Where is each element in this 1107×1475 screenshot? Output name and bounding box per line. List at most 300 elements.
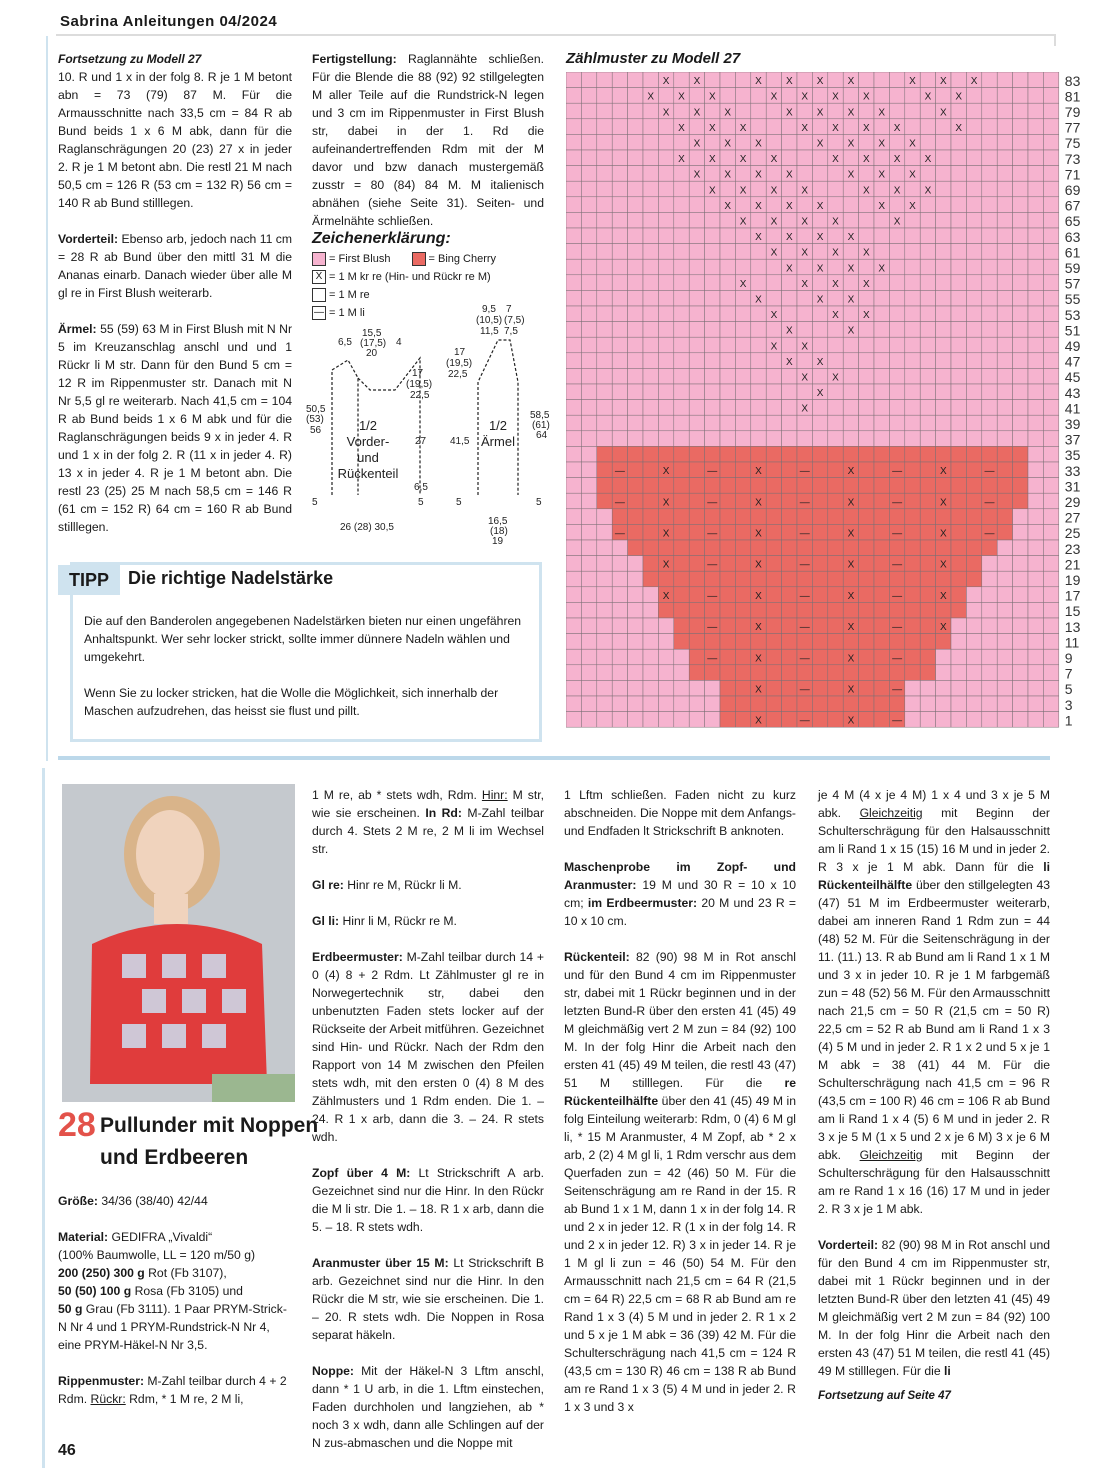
chart-cell <box>612 72 627 88</box>
chart-cell <box>905 322 920 338</box>
dimension: (53) <box>306 414 324 425</box>
chart-symbol: X <box>785 107 793 119</box>
chart-cell <box>997 431 1012 447</box>
chart-cell <box>966 415 981 431</box>
chart-cell <box>566 166 581 182</box>
chart-cell <box>782 696 797 712</box>
chart-cell <box>843 181 858 197</box>
chart-cell <box>1028 634 1043 650</box>
chart-cell <box>674 571 689 587</box>
chart-cell <box>581 244 596 260</box>
chart-cell <box>643 634 658 650</box>
chart-cell <box>581 134 596 150</box>
chart-symbol: X <box>739 278 747 290</box>
chart-cell <box>859 524 874 540</box>
chart-cell <box>782 446 797 462</box>
chart-cell <box>689 680 704 696</box>
chart-symbol: X <box>662 107 670 119</box>
chart-cell <box>843 634 858 650</box>
chart-cell <box>612 244 627 260</box>
chart-cell <box>828 478 843 494</box>
chart-cell <box>1028 212 1043 228</box>
chart-cell <box>581 680 596 696</box>
model-number: 28 <box>58 1106 96 1144</box>
chart-cell <box>920 680 935 696</box>
chart-symbol: X <box>893 154 901 166</box>
chart-cell <box>612 134 627 150</box>
chart-cell <box>1028 228 1043 244</box>
chart-cell <box>905 88 920 104</box>
chart-cell <box>705 665 720 681</box>
chart-cell <box>812 618 827 634</box>
chart-cell <box>628 649 643 665</box>
chart-cell <box>766 587 781 603</box>
chart-cell <box>1043 384 1058 400</box>
chart-cell <box>735 509 750 525</box>
chart-cell <box>936 88 951 104</box>
chart-symbol: X <box>816 107 824 119</box>
chart-cell <box>735 556 750 572</box>
chart-cell <box>674 431 689 447</box>
chart-cell <box>982 634 997 650</box>
dimension: 5 <box>312 497 318 508</box>
chart-cell <box>628 166 643 182</box>
chart-cell <box>597 540 612 556</box>
chart-cell <box>859 197 874 213</box>
chart-cell <box>812 337 827 353</box>
chart-symbol: X <box>816 138 824 150</box>
chart-cell <box>997 228 1012 244</box>
chart-cell <box>628 696 643 712</box>
model-photo <box>62 784 295 1102</box>
chart-symbol: X <box>893 185 901 197</box>
chart-symbol: — <box>984 528 995 540</box>
chart-symbol: X <box>816 356 824 368</box>
chart-cell <box>797 634 812 650</box>
chart-cell <box>720 509 735 525</box>
chart-cell <box>812 322 827 338</box>
chart-symbol: X <box>955 122 963 134</box>
row-label: 41 <box>1064 400 1081 417</box>
row-label: 69 <box>1064 182 1081 198</box>
chart-cell <box>966 259 981 275</box>
chart-cell <box>843 306 858 322</box>
chart-cell <box>597 384 612 400</box>
chart-cell <box>766 680 781 696</box>
chart-cell <box>982 556 997 572</box>
chart-cell <box>628 88 643 104</box>
chart-symbol: — <box>892 653 903 665</box>
chart-cell <box>1043 244 1058 260</box>
chart-cell <box>1028 618 1043 634</box>
chart-cell <box>1028 353 1043 369</box>
chart-cell <box>689 275 704 291</box>
paragraph <box>312 50 544 230</box>
chart-cell <box>797 290 812 306</box>
chart-cell <box>581 275 596 291</box>
chart-cell <box>874 244 889 260</box>
chart-cell <box>720 634 735 650</box>
chart-cell <box>874 712 889 728</box>
section-text: Raglannähte schließen. Für die Blende die 88 (92) 92 stillgelegten M aller Teile auf die Rundstrick-N legen und 3 cm im Rippenmuster in First Blush str, dabei in der 1. Rd die aufeinandertreffenden Rdm mit der M davor und bzw danach mustergemäß zusstr = 80 (84) 84 M. M italienisch abnähen (siehe Seite 31). Seiten- und Ärmelnähte schließen. <box>312 52 544 228</box>
chart-cell <box>920 618 935 634</box>
chart-cell <box>643 212 658 228</box>
chart-cell <box>751 400 766 416</box>
chart-cell <box>782 618 797 634</box>
chart-cell <box>1013 353 1028 369</box>
chart-cell <box>766 384 781 400</box>
chart-cell <box>828 712 843 728</box>
chart-cell <box>1013 212 1028 228</box>
chart-cell <box>581 462 596 478</box>
chart-symbol: — <box>707 497 718 509</box>
chart-cell <box>782 212 797 228</box>
chart-cell <box>1013 88 1028 104</box>
chart-cell <box>766 696 781 712</box>
tip-tag: TIPP <box>58 565 120 595</box>
row-label: 25 <box>1064 525 1081 542</box>
chart-cell <box>689 556 704 572</box>
chart-cell <box>766 415 781 431</box>
chart-cell <box>612 259 627 275</box>
chart-cell <box>674 134 689 150</box>
chart-cell <box>843 353 858 369</box>
chart-cell <box>997 103 1012 119</box>
chart-cell <box>705 290 720 306</box>
chart-cell <box>566 368 581 384</box>
chart-cell <box>581 665 596 681</box>
chart-cell <box>628 571 643 587</box>
chart-cell <box>874 680 889 696</box>
chart-symbol: — <box>799 684 810 696</box>
chart-symbol: X <box>785 200 793 212</box>
chart-cell <box>889 368 904 384</box>
chart-cell <box>612 119 627 135</box>
chart-symbol: X <box>832 278 839 290</box>
chart-cell <box>859 509 874 525</box>
chart-cell <box>982 446 997 462</box>
chart-cell <box>735 696 750 712</box>
chart-cell <box>966 571 981 587</box>
chart-cell <box>843 602 858 618</box>
chart-cell <box>843 665 858 681</box>
chart-cell <box>628 680 643 696</box>
chart-cell <box>782 556 797 572</box>
chart-cell <box>581 618 596 634</box>
chart-cell <box>566 524 581 540</box>
chart-cell <box>797 478 812 494</box>
chart-cell <box>936 166 951 182</box>
chart-cell <box>766 602 781 618</box>
chart-cell <box>859 712 874 728</box>
chart-cell <box>997 524 1012 540</box>
chart-cell <box>843 431 858 447</box>
chart-cell <box>982 649 997 665</box>
chart-cell <box>735 665 750 681</box>
chart-cell <box>966 587 981 603</box>
chart-symbol: — <box>707 466 718 478</box>
chart-cell <box>720 462 735 478</box>
chart-cell <box>1028 415 1043 431</box>
chart-cell <box>997 400 1012 416</box>
chart-cell <box>751 353 766 369</box>
chart-cell <box>1043 150 1058 166</box>
chart-cell <box>859 634 874 650</box>
chart-cell <box>1043 493 1058 509</box>
chart-cell <box>982 244 997 260</box>
chart-symbol: — <box>799 715 810 727</box>
chart-symbol: X <box>862 310 870 322</box>
chart-cell <box>628 134 643 150</box>
chart-cell <box>843 384 858 400</box>
chart-symbol: X <box>847 325 855 337</box>
chart-cell <box>982 696 997 712</box>
chart-cell <box>566 665 581 681</box>
chart-cell <box>905 446 920 462</box>
chart-cell <box>905 431 920 447</box>
chart-symbol: X <box>755 684 762 696</box>
chart-cell <box>643 72 658 88</box>
chart-cell <box>1013 602 1028 618</box>
chart-cell <box>812 275 827 291</box>
chart-cell <box>628 322 643 338</box>
chart-cell <box>905 275 920 291</box>
chart-cell <box>828 290 843 306</box>
chart-cell <box>628 400 643 416</box>
chart-cell <box>658 446 673 462</box>
chart-cell <box>920 556 935 572</box>
chart-symbol: X <box>785 356 793 368</box>
chart-cell <box>643 540 658 556</box>
chart-cell <box>966 696 981 712</box>
chart-cell <box>966 540 981 556</box>
chart-cell <box>982 306 997 322</box>
chart-cell <box>982 290 997 306</box>
instructions-col-b3 <box>564 786 796 1434</box>
chart-cell <box>812 602 827 618</box>
schematic-label: 1/2 <box>488 418 508 433</box>
chart-cell <box>735 88 750 104</box>
chart-cell <box>597 431 612 447</box>
chart-cell <box>920 103 935 119</box>
chart-cell <box>597 150 612 166</box>
chart-cell <box>859 446 874 462</box>
section-label: Zopf über 4 M: <box>312 1166 411 1180</box>
chart-cell <box>889 415 904 431</box>
chart-cell <box>828 166 843 182</box>
chart-cell <box>612 571 627 587</box>
chart-cell <box>674 228 689 244</box>
chart-symbol: X <box>755 497 762 509</box>
chart-cell <box>966 665 981 681</box>
chart-cell <box>859 556 874 572</box>
chart-cell <box>581 540 596 556</box>
chart-cell <box>689 665 704 681</box>
chart-cell <box>658 150 673 166</box>
chart-symbol: X <box>847 684 855 696</box>
chart-cell <box>966 166 981 182</box>
row-label: 49 <box>1064 338 1081 354</box>
chart-cell <box>720 618 735 634</box>
schematic-label: Ärmel <box>481 434 515 449</box>
row-label: 77 <box>1064 119 1081 136</box>
paragraph <box>58 320 292 536</box>
chart-cell <box>920 478 935 494</box>
chart-cell <box>751 306 766 322</box>
legend-row: X = 1 M kr re (Hin- und Rückr re M) <box>312 270 491 284</box>
chart-cell <box>766 431 781 447</box>
chart-cell <box>1013 166 1028 182</box>
chart-cell <box>566 509 581 525</box>
chart-cell <box>643 244 658 260</box>
chart-cell <box>597 696 612 712</box>
chart-cell <box>720 524 735 540</box>
chart-cell <box>735 259 750 275</box>
chart-symbol: X <box>816 388 824 400</box>
chart-cell <box>1013 649 1028 665</box>
chart-cell <box>597 587 612 603</box>
chart-cell <box>874 290 889 306</box>
chart-cell <box>828 493 843 509</box>
chart-cell <box>581 587 596 603</box>
chart-cell <box>843 119 858 135</box>
chart-cell <box>643 446 658 462</box>
chart-symbol: X <box>801 403 809 415</box>
chart-cell <box>1013 446 1028 462</box>
chart-cell <box>828 197 843 213</box>
chart-cell <box>859 384 874 400</box>
chart-cell <box>766 524 781 540</box>
chart-cell <box>859 353 874 369</box>
chart-cell <box>612 415 627 431</box>
chart-title: Zählmuster zu Modell 27 <box>566 50 741 67</box>
chart-cell <box>628 446 643 462</box>
chart-cell <box>920 665 935 681</box>
chart-cell <box>689 634 704 650</box>
chart-symbol: X <box>847 653 855 665</box>
chart-cell <box>751 602 766 618</box>
chart-cell <box>812 244 827 260</box>
chart-cell <box>828 353 843 369</box>
chart-cell <box>966 244 981 260</box>
chart-cell <box>936 712 951 728</box>
chart-cell <box>612 665 627 681</box>
paragraph: Erdbeermuster: M-Zahl teilbar durch 14 + 0 (4) 8 + 2 Rdm. Lt Zählmuster gl re in Norwegertechnik str, dabei den unbenutzten Faden stets locker auf der Rückseite der Arbeit mitführen. Gezeichnet sind Hin- und Rückr. Nach der Rdm den Rapport von 14 M zwischen den Pfeilen stets wdh, mit den ersten 0 (4) 8 M des Zählmusters und 1 Rdm enden. Die 1. – 24. R 1 x arb, dann die 3. – 24. R stets wdh. <box>312 950 544 1144</box>
chart-cell <box>597 680 612 696</box>
chart-cell <box>812 415 827 431</box>
chart-cell <box>1013 181 1028 197</box>
chart-symbol: X <box>847 169 855 181</box>
chart-cell <box>859 649 874 665</box>
chart-symbol: X <box>832 216 839 228</box>
chart-cell <box>782 368 797 384</box>
chart-cell <box>874 415 889 431</box>
chart-cell <box>658 696 673 712</box>
chart-cell <box>905 415 920 431</box>
chart-cell <box>628 431 643 447</box>
chart-cell <box>597 571 612 587</box>
chart-cell <box>581 337 596 353</box>
chart-cell <box>782 119 797 135</box>
chart-cell <box>874 696 889 712</box>
legend-row: — = 1 M li <box>314 307 365 319</box>
chart-cell <box>581 571 596 587</box>
chart-cell <box>1013 197 1028 213</box>
chart-cell <box>566 212 581 228</box>
chart-cell <box>735 353 750 369</box>
chart-cell <box>920 322 935 338</box>
chart-cell <box>612 400 627 416</box>
chart-cell <box>720 556 735 572</box>
chart-symbol: — <box>799 528 810 540</box>
chart-cell <box>1013 415 1028 431</box>
chart-cell <box>628 212 643 228</box>
chart-cell <box>797 72 812 88</box>
chart-cell <box>951 212 966 228</box>
chart-cell <box>612 696 627 712</box>
chart-symbol: — <box>707 590 718 602</box>
chart-cell <box>966 322 981 338</box>
chart-cell <box>581 181 596 197</box>
chart-cell <box>735 166 750 182</box>
chart-cell <box>674 72 689 88</box>
chart-cell <box>997 462 1012 478</box>
chart-cell <box>936 212 951 228</box>
row-label: 59 <box>1064 260 1081 276</box>
chart-cell <box>905 368 920 384</box>
chart-cell <box>812 446 827 462</box>
chart-cell <box>1028 259 1043 275</box>
chart-symbol: X <box>755 169 762 181</box>
chart-cell <box>812 150 827 166</box>
chart-cell <box>951 259 966 275</box>
chart-cell <box>1043 571 1058 587</box>
chart-cell <box>612 166 627 182</box>
paragraph: Zopf über 4 M: Lt Strickschrift A arb. Gezeichnet sind nur die Hinr. In den Rückr die M li str. Die 1. – 18. R 1 x arb, dann die 5. – 18. R stets wdh. <box>312 1166 544 1234</box>
chart-cell <box>643 103 658 119</box>
chart-cell <box>566 618 581 634</box>
chart-cell <box>1013 306 1028 322</box>
chart-cell <box>1043 322 1058 338</box>
chart-cell <box>859 415 874 431</box>
chart-cell <box>1028 384 1043 400</box>
chart-symbol: X <box>785 263 793 275</box>
chart-cell <box>1028 103 1043 119</box>
chart-cell <box>689 244 704 260</box>
chart-cell <box>1013 509 1028 525</box>
chart-cell <box>951 556 966 572</box>
chart-cell <box>597 322 612 338</box>
chart-symbol: X <box>801 372 809 384</box>
chart-cell <box>735 493 750 509</box>
chart-cell <box>566 134 581 150</box>
chart-cell <box>597 72 612 88</box>
chart-cell <box>828 103 843 119</box>
chart-cell <box>1013 462 1028 478</box>
chart-cell <box>1028 524 1043 540</box>
row-label: 31 <box>1064 478 1081 495</box>
chart-cell <box>766 540 781 556</box>
chart-cell <box>997 72 1012 88</box>
chart-cell <box>674 244 689 260</box>
chart-cell <box>874 540 889 556</box>
chart-cell <box>889 431 904 447</box>
chart-symbol: — <box>799 622 810 634</box>
row-label: 45 <box>1064 369 1081 386</box>
chart-cell <box>751 540 766 556</box>
chart-symbol: X <box>878 200 886 212</box>
chart-cell <box>597 556 612 572</box>
